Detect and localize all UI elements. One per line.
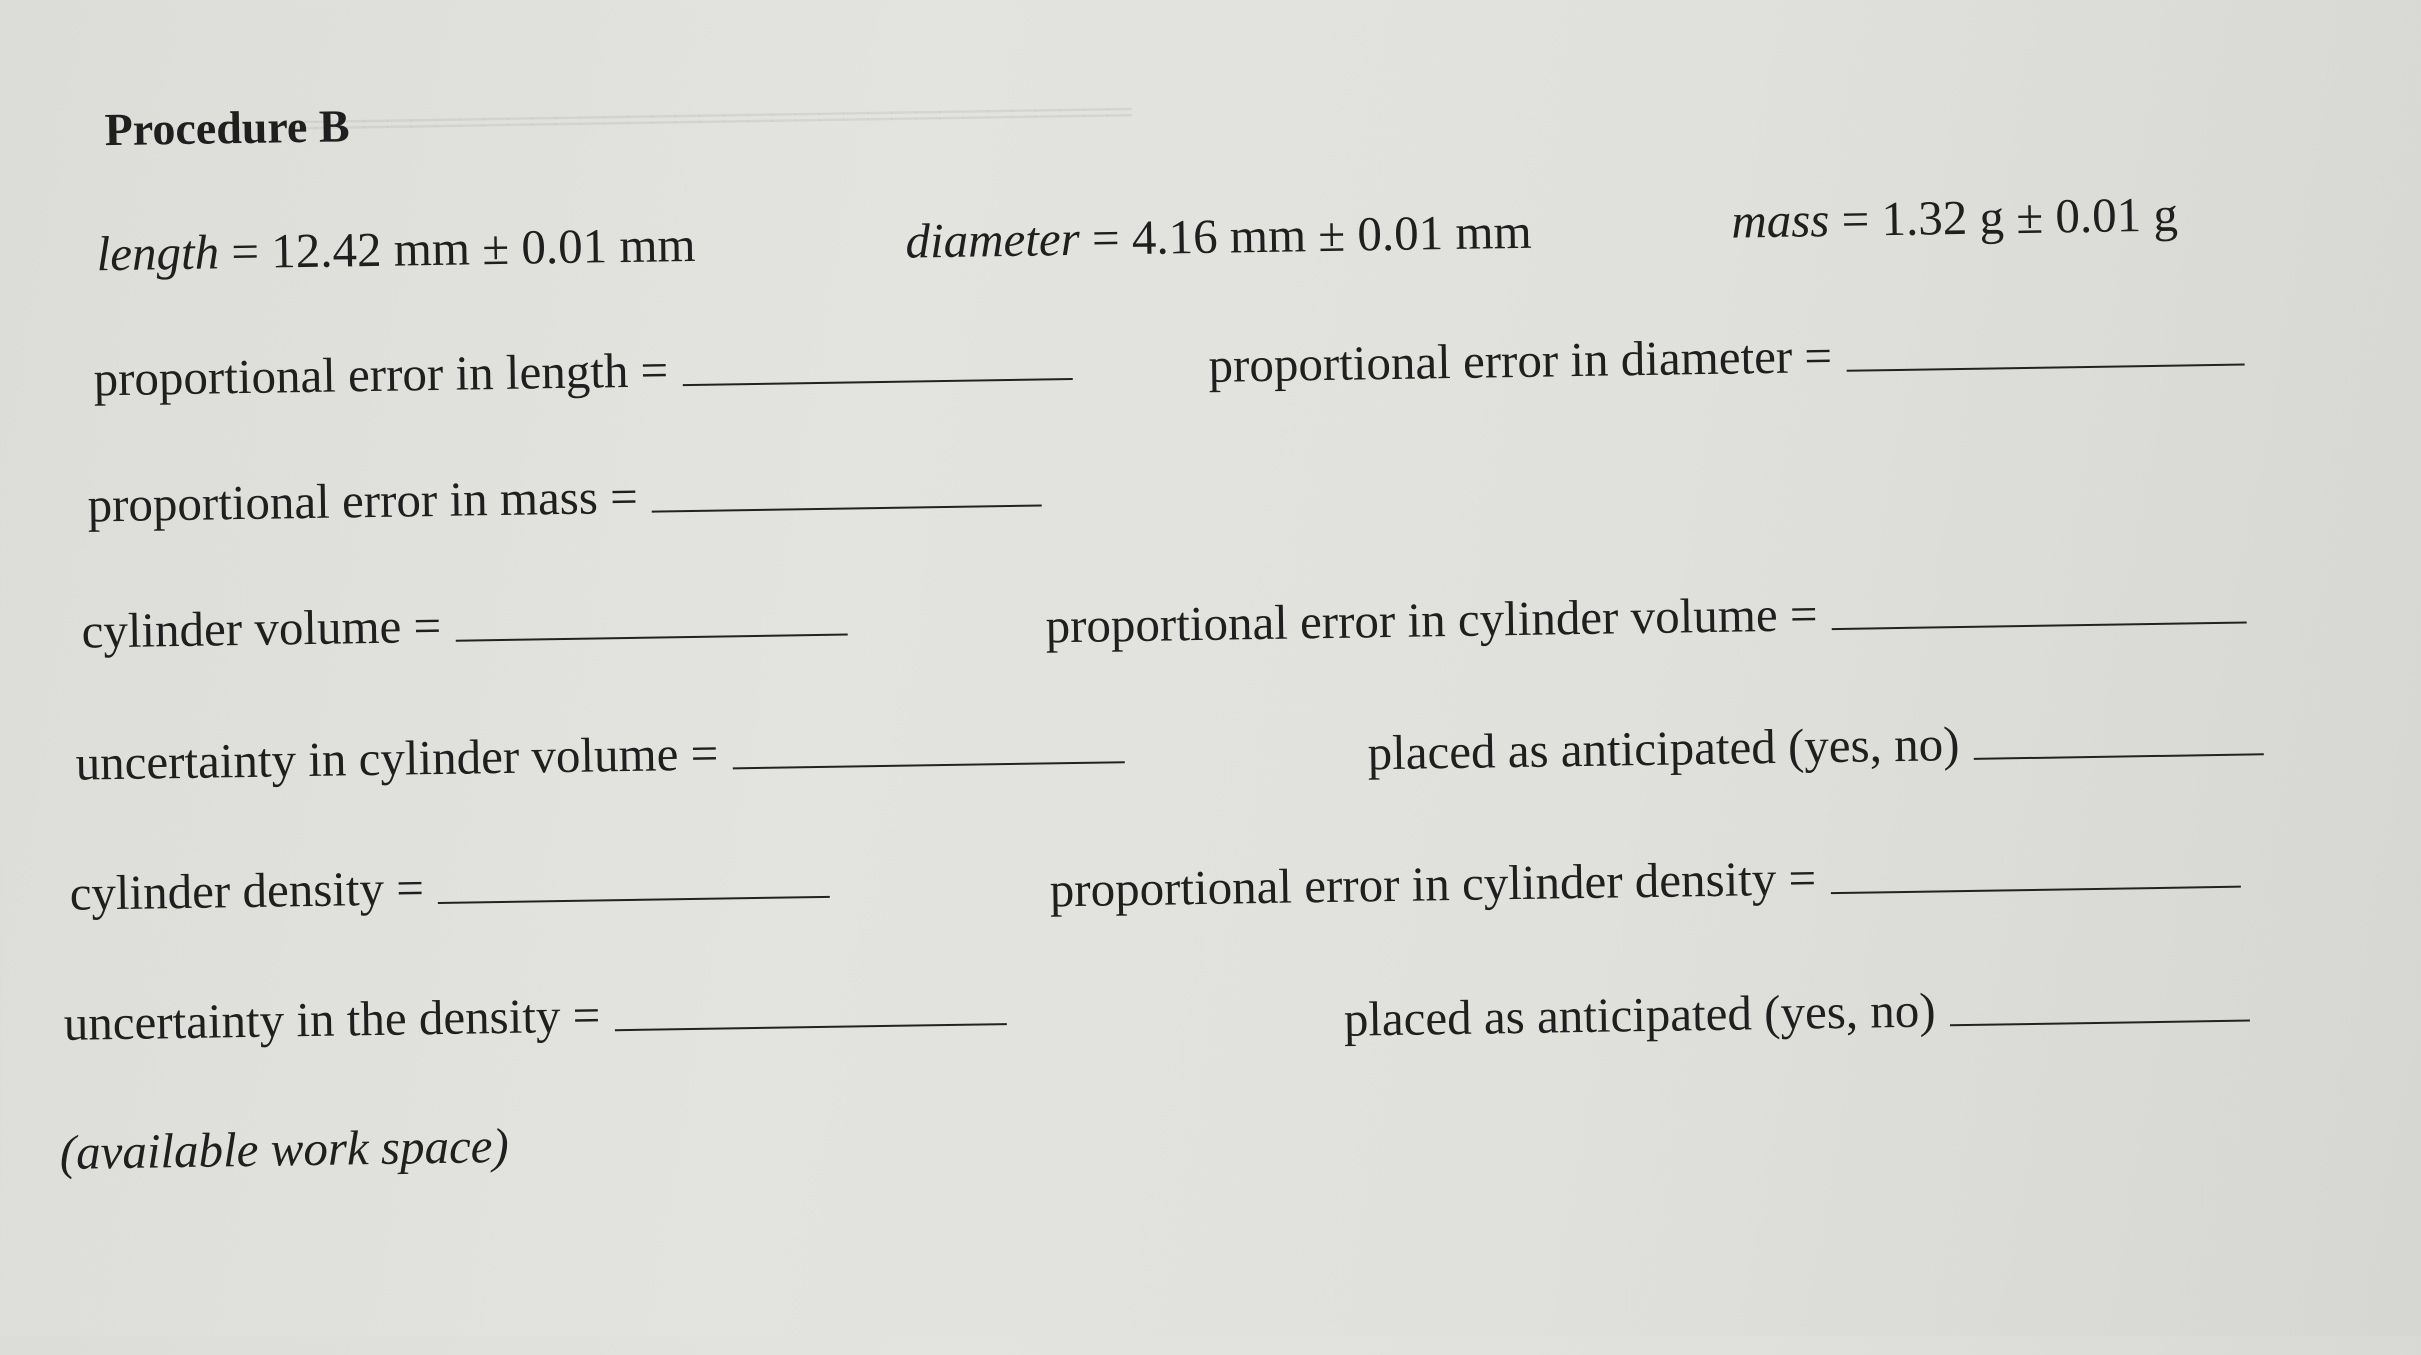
cylinder-density-label: cylinder density = — [69, 860, 425, 921]
diameter-measurement — [905, 203, 1533, 269]
prop-error-mass-label: proportional error in mass = — [87, 468, 639, 533]
cylinder-volume-blank[interactable] — [455, 594, 848, 642]
placed-anticipated-row-2 — [1343, 980, 2250, 1047]
work-space-note: (available work space) — [59, 1117, 510, 1180]
placed-anticipated-label-2: placed as anticipated (yes, no) — [1343, 982, 1937, 1047]
prop-error-cyl-volume-label: proportional error in cylinder volume = — [1045, 586, 1818, 654]
uncertainty-density-row — [63, 983, 1006, 1051]
prop-error-cyl-density-row — [1049, 846, 2240, 918]
mass-measurement — [1730, 186, 2179, 249]
prop-error-length-label: proportional error in length = — [93, 342, 669, 407]
prop-error-diameter-row — [1208, 324, 2244, 393]
prop-error-length-row — [93, 338, 1072, 407]
procedure-heading: Procedure B — [104, 100, 350, 156]
prop-error-mass-blank[interactable] — [651, 464, 1042, 512]
length-value: = 12.42 mm ± 0.01 mm — [230, 216, 696, 280]
prop-error-mass-row — [87, 464, 1042, 533]
prop-error-cyl-density-label: proportional error in cylinder density = — [1049, 850, 1817, 918]
placed-anticipated-row-1 — [1367, 713, 2264, 781]
uncertainty-cyl-volume-row — [75, 721, 1124, 791]
prop-error-cyl-volume-row — [1045, 582, 2247, 654]
mass-label: mass — [1730, 192, 1830, 249]
uncertainty-cyl-volume-label: uncertainty in cylinder volume = — [75, 725, 719, 791]
cylinder-density-row — [69, 856, 830, 921]
prop-error-diameter-label: proportional error in diameter = — [1208, 328, 1833, 393]
prop-error-cyl-density-blank[interactable] — [1830, 846, 2241, 894]
placed-anticipated-blank-2[interactable] — [1949, 980, 2250, 1027]
prop-error-diameter-blank[interactable] — [1846, 324, 2245, 372]
uncertainty-cyl-volume-blank[interactable] — [732, 721, 1125, 769]
prop-error-cyl-volume-blank[interactable] — [1831, 582, 2247, 631]
diameter-label: diameter — [905, 210, 1081, 269]
uncertainty-density-label: uncertainty in the density = — [63, 987, 601, 1051]
placed-anticipated-blank-1[interactable] — [1973, 713, 2264, 760]
uncertainty-density-blank[interactable] — [614, 983, 1007, 1031]
length-label: length — [96, 224, 220, 282]
mass-value: = 1.32 g ± 0.01 g — [1841, 186, 2179, 247]
cylinder-volume-row — [81, 594, 847, 659]
cylinder-volume-label: cylinder volume = — [81, 597, 442, 659]
work-space-area[interactable] — [58, 1157, 2360, 1333]
bleed-through-texture: ‗‗‗‗‗‗‗‗‗‗‗‗‗‗‗‗‗‗‗‗‗‗‗‗‗‗‗‗‗‗‗‗‗‗‗ — [290, 62, 1132, 129]
placed-anticipated-label-1: placed as anticipated (yes, no) — [1367, 716, 1960, 781]
length-measurement — [96, 216, 696, 282]
diameter-value: = 4.16 mm ± 0.01 mm — [1091, 203, 1533, 266]
prop-error-length-blank[interactable] — [682, 338, 1073, 386]
cylinder-density-blank[interactable] — [437, 856, 830, 904]
